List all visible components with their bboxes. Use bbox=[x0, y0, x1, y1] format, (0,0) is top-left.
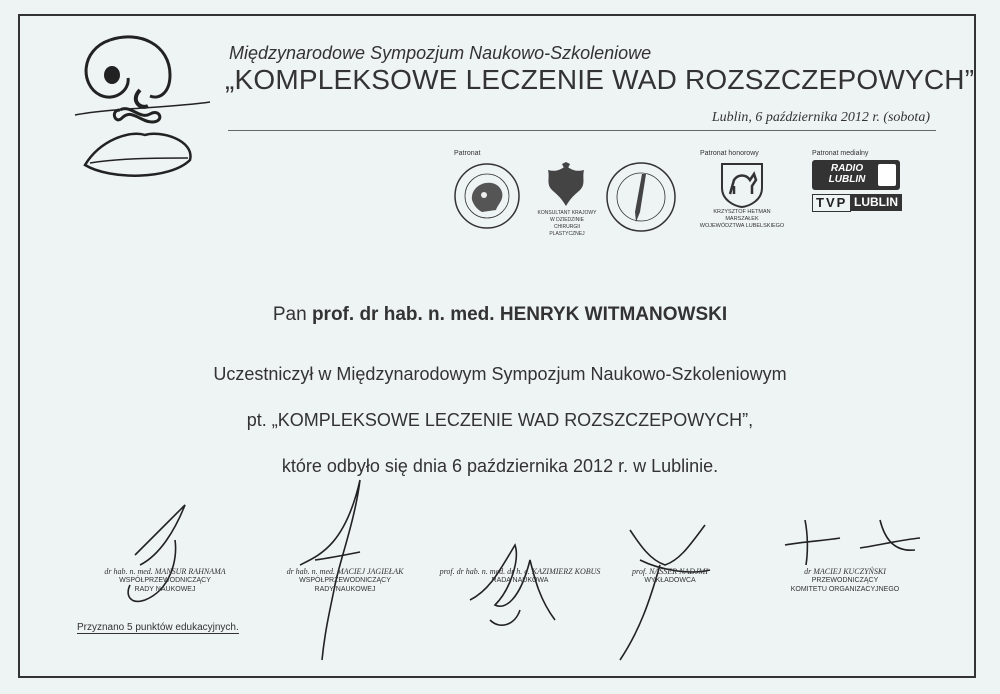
body-line-3: które odbyło się dnia 6 października 2012 r. w Lublinie. bbox=[281, 456, 719, 476]
symposium-logo bbox=[70, 30, 220, 180]
signatory-3-role-1: RADA NAUKOWA bbox=[491, 577, 549, 584]
signatory-2-name: dr hab. n. med. MACIEJ JAGIEŁAK bbox=[286, 567, 404, 576]
marszalek-line-1: KRZYSZTOF HETMAN bbox=[713, 209, 771, 215]
society-seal-skull bbox=[452, 160, 522, 232]
konsultant-caption bbox=[536, 210, 598, 238]
signatory-5-role-1: PRZEWODNICZĄCY bbox=[811, 577, 879, 584]
signatory-4-role-1: WYKŁADOWCA bbox=[644, 577, 696, 584]
body-line-2: pt. „KOMPLEKSOWE LECZENIE WAD ROZSZCZEPOWYCH”, bbox=[246, 410, 754, 430]
header-divider bbox=[228, 130, 936, 131]
patronat-medialny-label: Patronat medialny bbox=[812, 150, 869, 157]
signatory-1-role-2: RADY NAUKOWEJ bbox=[134, 586, 196, 593]
recipient-prefix: Pan bbox=[272, 304, 307, 325]
signatory-5-role-2: KOMITETU ORGANIZACYJNEGO bbox=[790, 586, 900, 593]
marszalek-caption bbox=[696, 209, 788, 230]
signatory-5-name: dr MACIEJ KUCZYŃSKI bbox=[804, 567, 886, 576]
signatory-1 bbox=[75, 567, 255, 594]
lublin-coat-of-arms-icon bbox=[720, 162, 764, 208]
signatory-4 bbox=[580, 567, 760, 585]
signatory-1-name: dr hab. n. med. MANSUR RAHNAMA bbox=[104, 567, 226, 576]
eagle-emblem-icon bbox=[538, 162, 594, 210]
tvp-lublin-logo bbox=[812, 194, 900, 212]
radio-logo-line-2: LUBLIN bbox=[828, 174, 866, 185]
recipient-line bbox=[0, 304, 1000, 326]
signatory-4-name: prof. NASSER NADJMI bbox=[632, 567, 708, 576]
konsultant-line-2: W DZIEDZINIE bbox=[550, 217, 584, 223]
symposium-title: „KOMPLEKSOWE LECZENIE WAD ROZSZCZEPOWYCH” bbox=[225, 64, 975, 95]
signatory-1-role-1: WSPÓŁPRZEWODNICZĄCY bbox=[119, 577, 211, 584]
konsultant-line-1: KONSULTANT KRAJOWY bbox=[537, 210, 597, 216]
signatory-3-name: prof. dr hab. n. med. dr h. c. KAZIMIERZ KOBUS bbox=[439, 567, 601, 576]
body-line-1: Uczestniczył w Międzynarodowym Sympozjum Naukowo-Szkoleniowym bbox=[213, 364, 787, 384]
patronat-honorowy-label: Patronat honorowy bbox=[700, 150, 759, 157]
konsultant-line-3: CHIRURGII PLASTYCZNEJ bbox=[549, 224, 585, 237]
recipient-name: prof. dr hab. n. med. HENRYK WITMANOWSKI bbox=[311, 304, 728, 325]
radio-logo-line-1: RADIO bbox=[830, 163, 864, 174]
marszalek-line-2: MARSZAŁEK bbox=[725, 216, 759, 222]
radio-r-mark-icon bbox=[878, 164, 896, 186]
marszalek-line-3: WOJEWÓDZTWA LUBELSKIEGO bbox=[699, 223, 785, 229]
signatory-5 bbox=[755, 567, 935, 594]
signatory-2 bbox=[255, 567, 435, 594]
education-points-note: Przyznano 5 punktów edukacyjnych. bbox=[77, 622, 239, 633]
tvp-mark: TVP bbox=[812, 194, 851, 212]
symposium-subtitle: Międzynarodowe Sympozjum Naukowo-Szkoleniowe bbox=[229, 43, 652, 63]
radio-lublin-logo bbox=[812, 160, 900, 190]
signatory-2-role-1: WSPÓŁPRZEWODNICZĄCY bbox=[299, 577, 391, 584]
place-date: Lublin, 6 października 2012 r. (sobota) bbox=[711, 110, 930, 125]
signatory-2-role-2: RADY NAUKOWEJ bbox=[314, 586, 376, 593]
patronat-label: Patronat bbox=[454, 150, 481, 157]
society-seal-scalpel bbox=[604, 160, 678, 234]
tvp-lublin-mark: LUBLIN bbox=[850, 194, 902, 211]
